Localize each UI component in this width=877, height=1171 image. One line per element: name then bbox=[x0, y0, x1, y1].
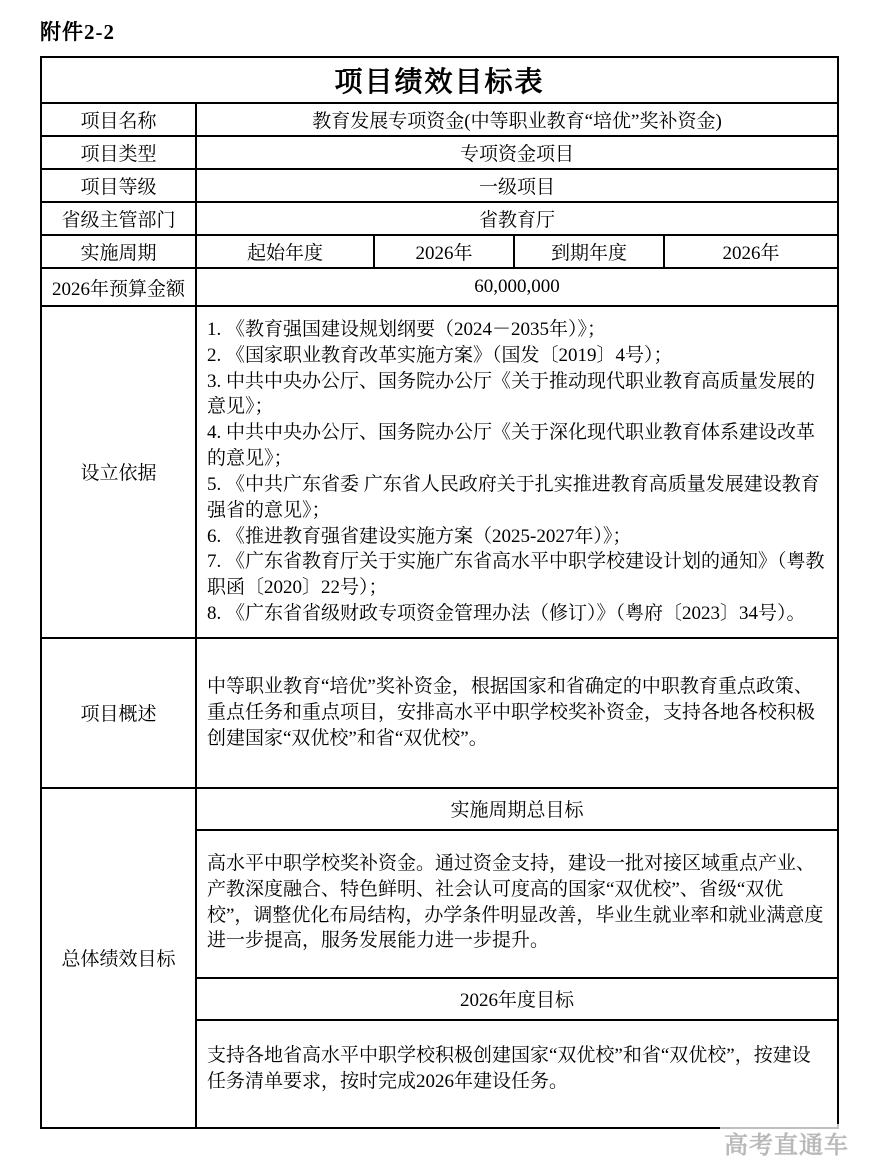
annual-goal-text: 支持各地省高水平中职学校积极创建国家“双优校”和省“双优校”，按建设任务清单要求，按时完成2026年建设任务。 bbox=[196, 1020, 838, 1128]
project-level-value: 一级项目 bbox=[196, 169, 838, 202]
budget-label: 2026年预算金额 bbox=[41, 268, 196, 306]
department-label: 省级主管部门 bbox=[41, 202, 196, 235]
project-name-row bbox=[41, 103, 838, 136]
project-type-row bbox=[41, 136, 838, 169]
project-level-row bbox=[41, 169, 838, 202]
title-row bbox=[41, 57, 838, 103]
basis-content bbox=[196, 306, 838, 638]
overview-value: 中等职业教育“培优”奖补资金，根据国家和省确定的中职教育重点政策、重点任务和重点项目，安排高水平中职学校奖补资金，支持各地各校积极创建国家“双优校”和省“双优校”。 bbox=[196, 638, 838, 788]
budget-row bbox=[41, 268, 838, 306]
project-name-value: 教育发展专项资金(中等职业教育“培优”奖补资金) bbox=[196, 103, 838, 136]
basis-label: 设立依据 bbox=[41, 306, 196, 638]
project-name-label: 项目名称 bbox=[41, 103, 196, 136]
period-goal-text: 高水平中职学校奖补资金。通过资金支持，建设一批对接区域重点产业、产教深度融合、特色鲜明、社会认可度高的国家“双优校”、省级“双优校”，调整优化布局结构，办学条件明显改善，毕业生就业率和就业满意度进一步提高，服务发展能力进一步提升。 bbox=[196, 830, 838, 978]
watermark: 高考直通车 bbox=[720, 1124, 853, 1161]
overview-row bbox=[41, 638, 838, 788]
period-row bbox=[41, 235, 838, 268]
overview-label: 项目概述 bbox=[41, 638, 196, 788]
period-start-value: 2026年 bbox=[374, 235, 514, 268]
basis-item: 1. 《教育强国建设规划纲要（2024－2035年）》； bbox=[207, 319, 607, 340]
overall-goal-label: 总体绩效目标 bbox=[41, 788, 196, 1128]
attachment-label: 附件2-2 bbox=[40, 20, 115, 44]
project-level-label: 项目等级 bbox=[41, 169, 196, 202]
period-start-label: 起始年度 bbox=[196, 235, 374, 268]
budget-value: 60,000,000 bbox=[196, 268, 838, 306]
project-type-label: 项目类型 bbox=[41, 136, 196, 169]
basis-item: 6. 《推进教育强省建设实施方案（2025-2027年）》； bbox=[207, 525, 632, 547]
project-type-value: 专项资金项目 bbox=[196, 136, 838, 169]
period-end-label: 到期年度 bbox=[514, 235, 664, 268]
department-row bbox=[41, 202, 838, 235]
basis-row bbox=[41, 306, 838, 638]
basis-item: 5. 《中共广东省委 广东省人民政府关于扎实推进教育高质量发展建设教育强省的意见》； bbox=[207, 473, 820, 521]
performance-target-table bbox=[40, 56, 839, 1129]
period-goal-header: 实施周期总目标 bbox=[196, 788, 838, 830]
period-end-value: 2026年 bbox=[664, 235, 838, 268]
table-title: 项目绩效目标表 bbox=[41, 57, 838, 103]
basis-item: 3. 中共中央办公厅、国务院办公厅《关于推动现代职业教育高质量发展的意见》； bbox=[207, 370, 816, 418]
basis-item: 8. 《广东省省级财政专项资金管理办法（修订）》（粤府〔2023〕34号）。 bbox=[207, 603, 806, 625]
basis-item: 7. 《广东省教育厅关于实施广东省高水平中职学校建设计划的通知》（粤教职函〔2020〕22号）； bbox=[207, 551, 825, 599]
department-value: 省教育厅 bbox=[196, 202, 838, 235]
period-label: 实施周期 bbox=[41, 235, 196, 268]
overall-goal-header-row-1 bbox=[41, 788, 838, 830]
basis-item: 2. 《国家职业教育改革实施方案》（国发〔2019〕4号）； bbox=[207, 344, 673, 366]
basis-item: 4. 中共中央办公厅、国务院办公厅《关于深化现代职业教育体系建设改革的意见》； bbox=[207, 422, 816, 470]
annual-goal-header: 2026年度目标 bbox=[196, 978, 838, 1020]
